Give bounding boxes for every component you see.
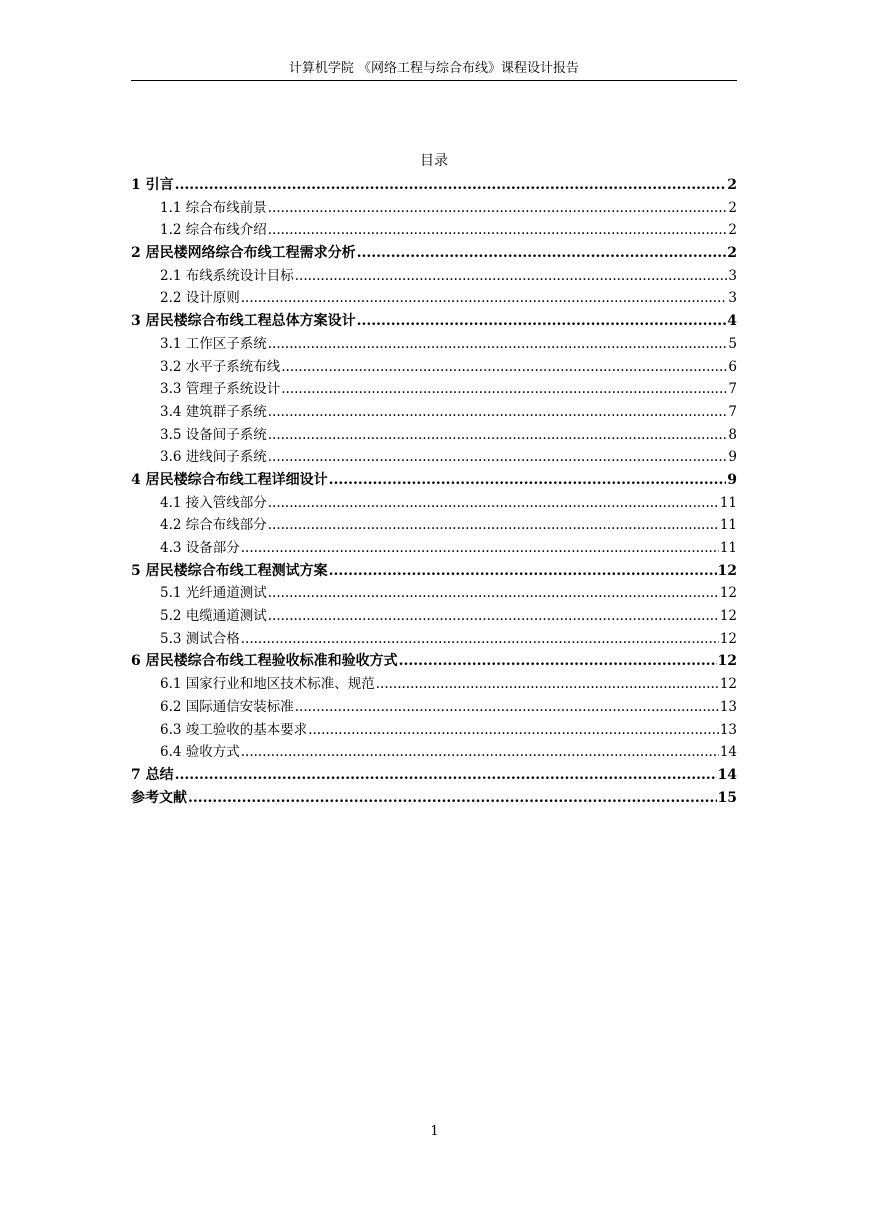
toc-entry-page: 3 [728,267,737,284]
toc-chapter-entry[interactable] [131,310,737,333]
toc-section-entry[interactable] [131,356,737,379]
toc-title: 目录 [420,153,448,169]
toc-dot-leader [268,333,728,355]
toc-entry-page: 14 [719,744,737,761]
toc-entry-label: 3 居民楼综合布线工程总体方案设计 [131,313,356,330]
toc-section-entry[interactable] [131,197,737,220]
toc-dot-leader [295,265,728,287]
toc-entry-label: 3.6 进线间子系统 [160,449,267,466]
toc-chapter-entry[interactable] [131,764,737,787]
toc-chapter-entry[interactable] [131,469,737,492]
toc-entry-label: 4.3 设备部分 [160,540,240,556]
toc-entry-page: 12 [719,585,737,602]
toc-entry-page: 14 [717,766,737,783]
toc-dot-leader [329,469,727,491]
toc-dot-leader [399,650,717,672]
toc-entry-label: 2.1 布线系统设计目标 [160,267,294,284]
toc-entry-label: 5.3 测试合格 [160,630,240,647]
toc-section-entry[interactable] [131,741,737,764]
toc-section-entry[interactable] [131,514,737,537]
toc-dot-leader [308,719,719,741]
toc-section-entry[interactable] [131,673,737,696]
toc-entry-page: 13 [719,721,737,738]
toc-entry-label: 1.2 综合布线介绍 [160,222,267,239]
toc-chapter-entry[interactable] [131,560,737,583]
toc-entry-page: 2 [728,222,737,239]
toc-entry-label: 参考文献 [131,789,187,806]
toc-entry-label: 3.2 水平子系统布线 [160,358,281,375]
toc-dot-leader [188,787,717,809]
toc-section-entry[interactable] [131,696,737,719]
toc-dot-leader [268,424,728,446]
toc-chapter-entry[interactable] [131,174,737,197]
toc-entry-page: 2 [727,177,737,193]
toc-entry-page: 11 [719,494,737,511]
toc-entry-page: 13 [719,698,737,715]
header-rule [131,80,737,81]
toc-entry-label: 5.2 电缆通道测试 [160,608,267,625]
toc-entry-page: 12 [719,676,737,693]
toc-section-entry[interactable] [131,265,737,288]
toc-entry-label: 4.2 综合布线部分 [160,517,267,534]
toc-dot-leader [357,310,727,332]
toc-entry-page: 12 [719,630,737,647]
toc-section-entry[interactable] [131,401,737,424]
toc-dot-leader [175,174,727,196]
toc-entry-page: 4 [727,313,737,330]
toc-entry-label: 5.1 光纤通道测试 [160,585,267,602]
toc-section-entry[interactable] [131,287,737,310]
toc-entry-page: 2 [727,245,737,262]
toc-section-entry[interactable] [131,219,737,242]
toc-dot-leader [268,514,719,536]
toc-entry-label: 2.2 设计原则 [160,290,240,307]
toc-entry-label: 4 居民楼综合布线工程详细设计 [131,471,328,488]
toc-dot-leader [295,696,719,718]
toc-section-entry[interactable] [131,605,737,628]
toc-entry-label: 7 总结 [131,766,174,783]
toc-entry-page: 9 [728,449,737,466]
toc-dot-leader [281,356,727,378]
toc-dot-leader [268,605,719,627]
toc-entry-label: 6.4 验收方式 [160,744,240,761]
toc-section-entry[interactable] [131,582,737,605]
toc-entry-label: 2 居民楼网络综合布线工程需求分析 [131,245,356,262]
toc-section-entry[interactable] [131,446,737,469]
toc-section-entry[interactable] [131,333,737,356]
toc-dot-leader [268,582,719,604]
toc-dot-leader [241,287,728,309]
toc-chapter-entry[interactable] [131,650,737,673]
toc-section-entry[interactable] [131,424,737,447]
toc-dot-leader [241,741,719,763]
toc-chapter-entry[interactable] [131,242,737,265]
toc-entry-page: 9 [727,471,737,488]
toc-dot-leader [357,242,727,264]
toc-entry-label: 4.1 接入管线部分 [160,494,267,511]
toc-section-entry[interactable] [131,492,737,515]
toc-entry-page: 6 [728,358,737,375]
toc-dot-leader [268,219,728,241]
toc-dot-leader [268,492,719,514]
toc-entry-label: 5 居民楼综合布线工程测试方案 [131,562,328,579]
toc-entry-page: 7 [728,403,737,420]
toc-dot-leader [268,446,728,468]
toc-entry-label: 1.1 综合布线前景 [160,199,267,216]
toc-section-entry[interactable] [131,628,737,651]
toc-dot-leader [241,537,719,559]
toc-entry-page: 12 [717,653,737,670]
toc-section-entry[interactable] [131,537,737,560]
toc-entry-label: 3.4 建筑群子系统 [160,403,267,420]
toc-dot-leader [268,197,728,219]
page-number: 1 [430,1124,439,1139]
toc-entry-page: 7 [728,381,737,398]
toc-entry-page: 15 [717,789,737,806]
toc-entry-label: 6 居民楼综合布线工程验收标准和验收方式 [131,653,398,670]
toc-dot-leader [175,764,717,786]
toc-dot-leader [329,560,717,582]
toc-entry-label: 3.1 工作区子系统 [160,335,267,352]
toc-entry-page: 11 [719,540,737,556]
toc-entry-label: 3.5 设备间子系统 [160,426,267,443]
toc-dot-leader [241,628,719,650]
toc-entry-label: 1 引言 [131,177,174,193]
toc-chapter-entry[interactable] [131,787,737,810]
toc-dot-leader [268,401,728,423]
toc-entry-label: 6.1 国家行业和地区技术标准、规范 [160,676,375,693]
page-header: 计算机学院 《网络工程与综合布线》课程设计报告 [288,61,580,76]
toc-dot-leader [376,673,719,695]
toc-entry-page: 8 [728,426,737,443]
toc-entry-page: 12 [719,608,737,625]
toc-entry-label: 6.3 竣工验收的基本要求 [160,721,308,738]
toc-entry-page: 5 [728,335,737,352]
toc-entry-page: 2 [728,199,737,216]
toc-section-entry[interactable] [131,719,737,742]
table-of-contents [131,174,737,809]
toc-section-entry[interactable] [131,378,737,401]
toc-entry-label: 3.3 管理子系统设计 [160,381,281,398]
toc-entry-label: 6.2 国际通信安装标准 [160,698,294,715]
toc-entry-page: 3 [728,290,737,307]
toc-entry-page: 12 [717,562,737,579]
toc-dot-leader [281,378,727,400]
toc-entry-page: 11 [719,517,737,534]
